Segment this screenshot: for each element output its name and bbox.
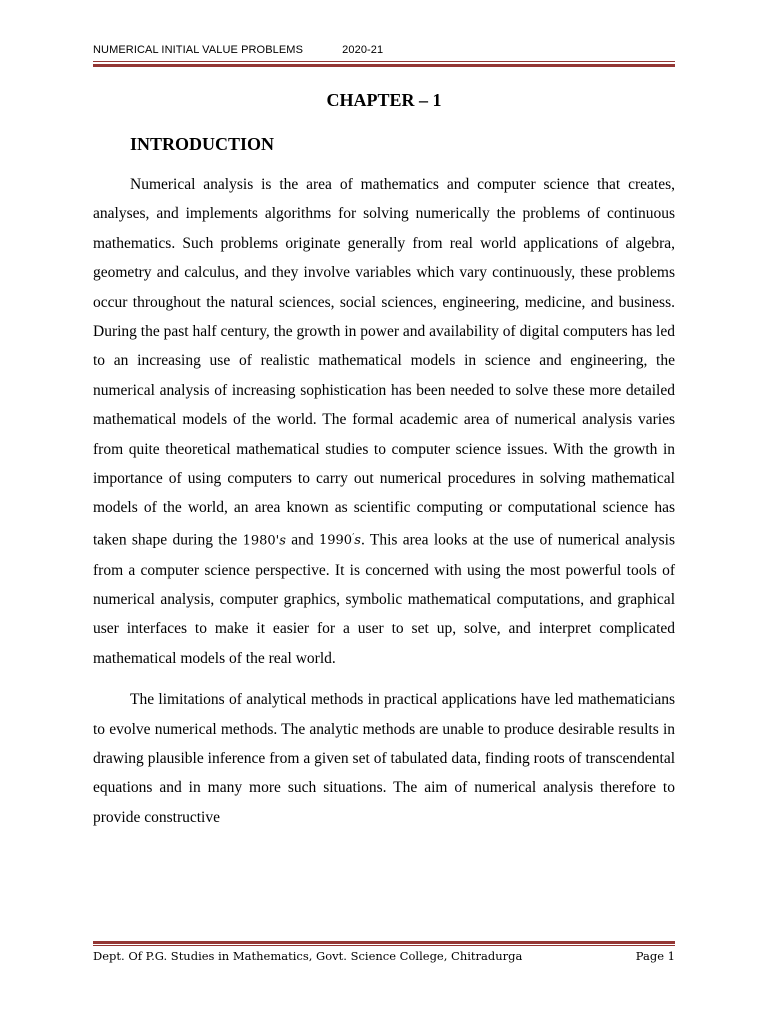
paragraph-2: The limitations of analytical methods in practical applications have led mathematicians to evolve numerical methods. The analytic methods are unable to produce desirable results in drawing plausible inference from a given set of tabulated data, finding roots of transcendental equations and in many more such situations. The aim of numerical analysis therefore to provide constructive — [93, 691, 675, 826]
header-rule-thick — [93, 64, 675, 67]
footer-page-number: Page 1 — [635, 949, 675, 963]
year-1980-number: 1980 — [242, 533, 276, 549]
paragraph-1-text-after: . This area looks at the use of numerical analysis from a computer science perspective. It is concerned with using the most powerful tools of numerical analysis, computer graphics, symbolic mathematical computations, and graphical user interfaces to make it easier for a user to set up, solve, and interpret complicated mathematical models of the real world. — [93, 531, 676, 667]
year-1990: 1990’s — [318, 532, 361, 549]
header-year: 2020-21 — [342, 44, 384, 56]
paragraph-1-text-before: Numerical analysis is the area of mathematics and computer science that creates, analyses, and implements algorithms for solving numerically the problems of continuous mathematics. Such problems originate generally from real world applications of algebra, geometry and calculus, and they involve variables which vary continuously, these problems occur throughout the natural sciences, social sciences, engineering, medicine, and business. During the past half century, the growth in power and availability of digital computers has led to an increasing use of realistic mathematical models in science and engineering, the numerical analysis of increasing sophistication has been needed to solve these more detailed mathematical models of the world. The formal academic area of numerical analysis varies from quite theoretical mathematical studies to computer science issues. With the growth in importance of using computers to carry out numerical procedures in solving mathematical models of the world, an area known as scientific computing or computational science has taken shape during the — [93, 176, 675, 549]
paragraph-1 — [93, 170, 675, 673]
year-1990-suffix: s — [354, 533, 361, 549]
header-rule-thin — [93, 61, 675, 62]
footer-rule-thin — [93, 945, 675, 946]
header-title: NUMERICAL INITIAL VALUE PROBLEMS — [93, 44, 304, 56]
page-content — [93, 86, 675, 832]
year-1980 — [243, 533, 286, 548]
footer-department: Dept. Of P.G. Studies in Mathematics, Govt. Science College, Chitradurga — [93, 949, 523, 963]
chapter-heading: CHAPTER – 1 — [326, 90, 442, 110]
paragraph-1-connector: and — [291, 531, 314, 549]
year-1980-suffix: 's — [275, 533, 286, 549]
footer-rule-thick — [93, 941, 675, 944]
section-heading: INTRODUCTION — [130, 134, 275, 154]
page-header — [93, 44, 675, 56]
year-1990-number: 1990 — [318, 533, 353, 549]
